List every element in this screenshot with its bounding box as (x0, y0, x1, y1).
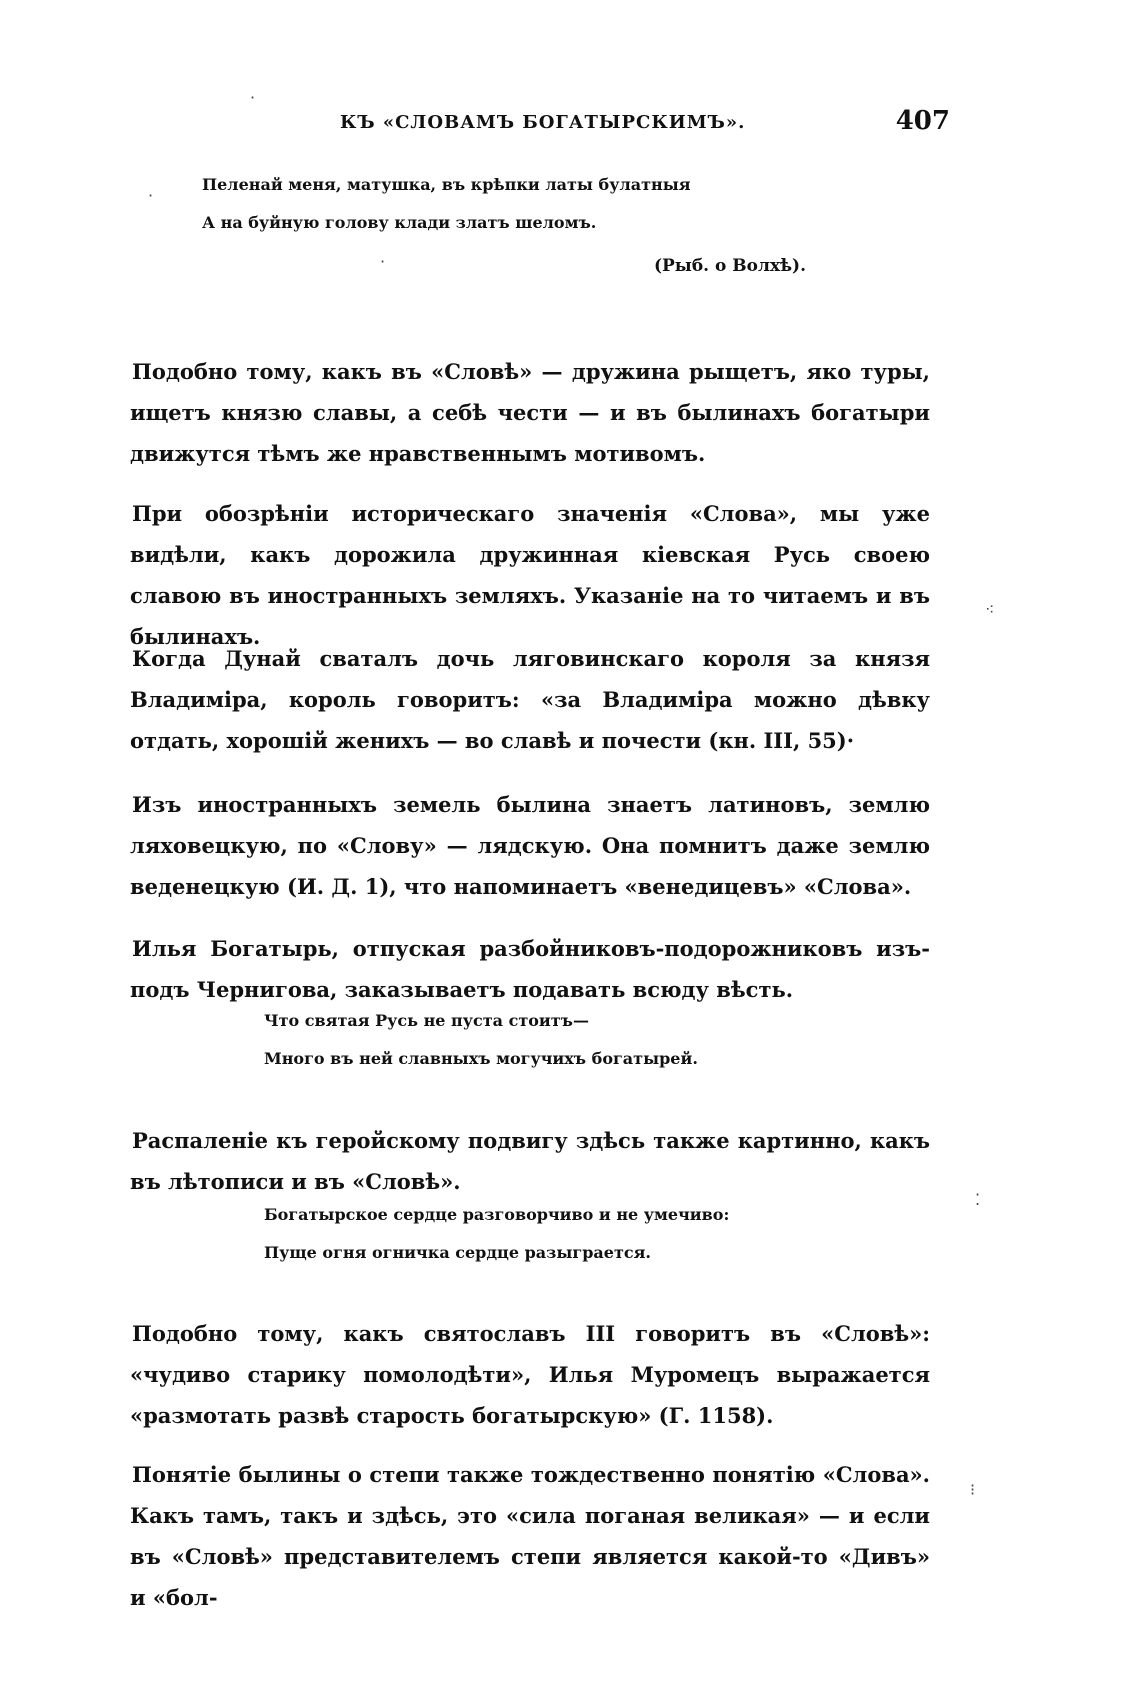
paragraph: Понятіе былины о степи также тождественно понятію «Слова». Какъ тамъ, такъ и здѣсь, это «сила поганая великая» — и если въ «Словѣ» представителемъ степи является какой-то «Дивъ» и «бол- (130, 1462, 930, 1610)
scan-speck: · (250, 88, 256, 107)
verse-line: Что святая Русь не пуста стоитъ— (264, 1011, 589, 1030)
verse-quote-2 (264, 1002, 698, 1078)
scan-speck: · (148, 186, 154, 205)
paragraph: Когда Дунай сваталъ дочь ляговинскаго короля за князя Владиміра, король говоритъ: «за Владиміра можно дѣвку отдать, хорошій женихъ — во славѣ и почести (кн. III, 55)· (130, 646, 930, 753)
margin-pencil-mark: ⁖ (985, 600, 995, 619)
verse-line: Пеленай меня, матушка, въ крѣпки латы булатныя (202, 175, 691, 194)
verse-source: (Рыб. о Волхѣ). (653, 256, 806, 276)
running-head: КЪ «СЛОВАМЪ БОГАТЫРСКИМЪ». (340, 112, 746, 133)
paragraph: Илья Богатырь, отпуская разбойниковъ-подорожниковъ изъ-подъ Чернигова, заказываетъ подавать всюду вѣсть. (130, 936, 930, 1002)
verse-line: Много въ ней славныхъ могучихъ богатырей. (264, 1049, 698, 1068)
page-header (120, 106, 950, 144)
verse-quote-3 (264, 1196, 729, 1272)
page-number: 407 (895, 106, 950, 136)
margin-pencil-mark: ⁚ (975, 1190, 981, 1209)
paragraph: Подобно тому, какъ святославъ III говоритъ въ «Словѣ»: «чудиво старику помолодѣти», Илья Муромецъ выражается «размотать развѣ старость богатырскую» (Г. 1158). (130, 1321, 930, 1428)
paragraph: При обозрѣніи историческаго значенія «Слова», мы уже видѣли, какъ дорожила дружинная кіевская Русь своею славою въ иностранныхъ земляхъ. Указаніе на то читаемъ и въ былинахъ. (130, 501, 930, 649)
verse-line: Богатырское сердце разговорчиво и не умечиво: (264, 1205, 730, 1224)
paragraph: Распаленіе къ геройскому подвигу здѣсь также картинно, какъ въ лѣтописи и въ «Словѣ». (130, 1128, 930, 1194)
margin-pencil-mark: ⁝ (970, 1480, 976, 1499)
verse-line: А на буйную голову клади златъ шеломъ. (202, 213, 597, 232)
verse-line: Пуще огня огничка сердце разыграется. (264, 1243, 651, 1262)
scan-speck: · (380, 252, 386, 271)
paragraph: Подобно тому, какъ въ «Словѣ» — дружина рыщетъ, яко туры, ищетъ князю славы, а себѣ чести — и въ былинахъ богатыри движутся тѣмъ же нравственнымъ мотивомъ. (130, 359, 930, 466)
paragraph: Изъ иностранныхъ земель былина знаетъ латиновъ, землю ляховецкую, по «Слову» — лядскую. Она помнитъ даже землю веденецкую (И. Д. 1), что напоминаетъ «венедицевъ» «Слова». (130, 792, 930, 899)
verse-quote-1 (202, 166, 691, 242)
